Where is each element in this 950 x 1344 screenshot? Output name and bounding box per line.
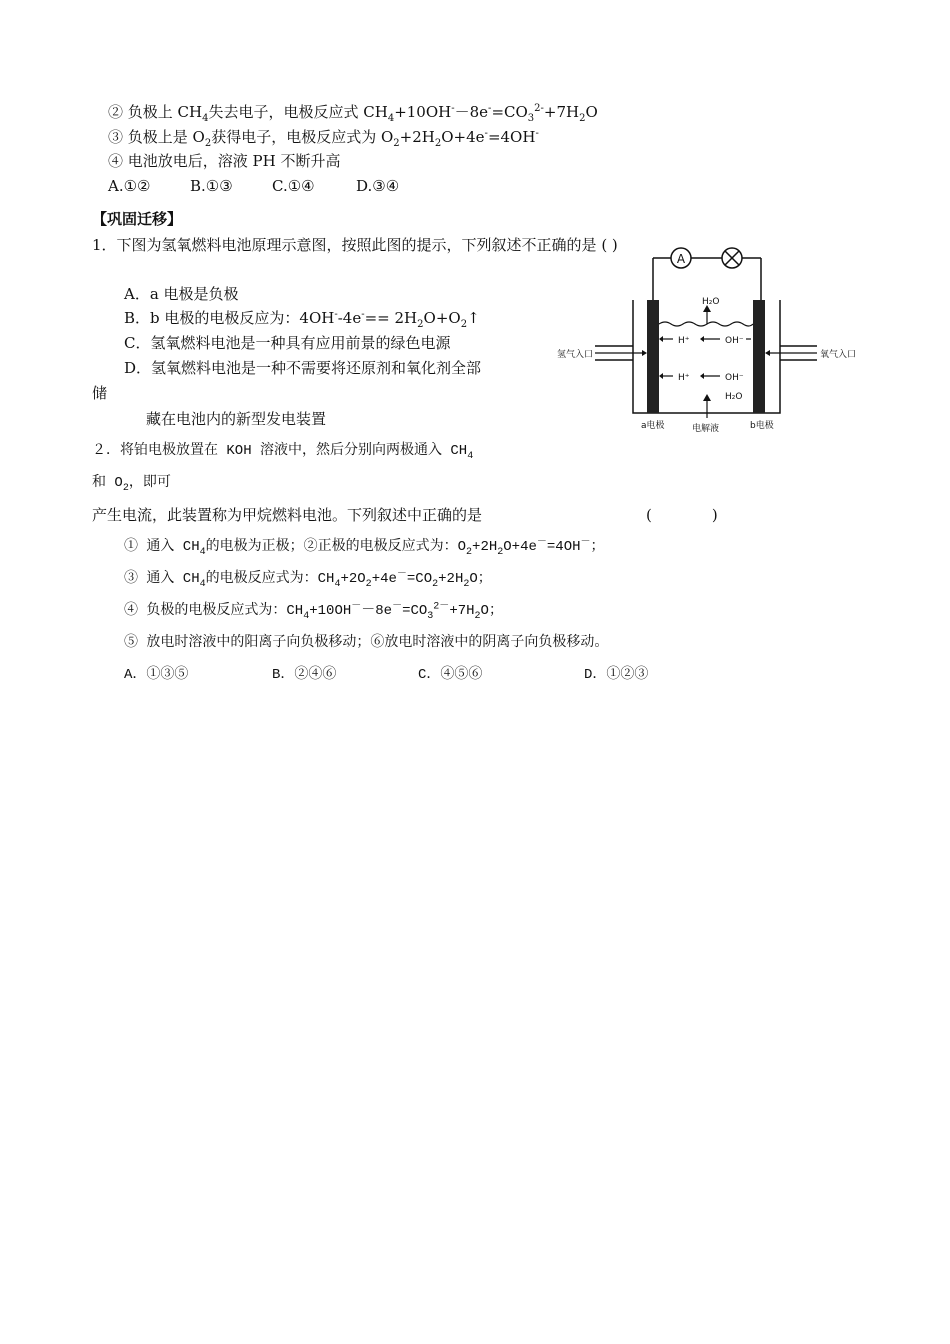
q1-option-b: B．b 电极的电极反应为：$4OH^--4e^-== 2H_2O+O_2↑$ <box>124 309 480 330</box>
ammeter-icon <box>671 248 691 268</box>
q2-stem-line2: 和 $O_2$，即可 <box>92 475 171 494</box>
option-d: D.③④ <box>356 177 400 195</box>
q2-option-b: B．②④⑥ <box>272 667 337 683</box>
electrode-b <box>753 300 765 413</box>
electrode-b-label: b电极 <box>750 421 774 431</box>
q2-option-d: D．①②③ <box>584 667 649 683</box>
q1-option-c: C．氢氧燃料电池是一种具有应用前景的绿色电源 <box>124 334 451 352</box>
vapor-label: H₂O <box>702 297 720 307</box>
electrolyte-surface <box>659 322 753 326</box>
section-title: 【巩固迁移】 <box>92 210 183 228</box>
q2-option-c: C．④⑤⑥ <box>418 667 483 683</box>
q1-option-d-line2: 储 <box>92 384 108 402</box>
statement-4: ④ 电池放电后，溶液 PH 不断升高 <box>108 152 341 170</box>
oh-ion-bottom: OH⁻ <box>725 373 744 383</box>
q2-stem-line3: 产生电流，此装置称为甲烷燃料电池。下列叙述中正确的是 <box>92 506 483 524</box>
statement-2: ② 负极上 $CH_4$失去电子，电极反应式 $CH_4+10OH^--8e^-=CO_3^{2-}+7H_2O$ <box>108 103 598 124</box>
q1-option-d-line3: 藏在电池内的新型发电装置 <box>146 410 327 428</box>
oxygen-inlet-label: 氧气入口 <box>820 350 857 360</box>
fuel-cell-diagram <box>555 238 890 435</box>
lamp-icon <box>722 248 742 268</box>
q2-answer-options <box>124 665 648 685</box>
oh-ion-top: OH⁻ <box>725 336 744 346</box>
q1-stem: 1．下图为氢氧燃料电池原理示意图，按照此图的提示，下列叙述不正确的是 ( ) <box>92 236 618 254</box>
q2-statement-1-2: ① 通入 $CH_4$的电极为正极；②正极的电极反应式为：$O_2+2H_2O+4e^-=4OH^-$； <box>124 537 605 558</box>
electrode-a-label: a电极 <box>641 421 665 431</box>
q2-option-a: A．①③⑤ <box>124 667 189 683</box>
ammeter-label: A <box>676 252 686 266</box>
q1-option-d-line1: D．氢氧燃料电池是一种不需要将还原剂和氧化剂全部 <box>124 359 482 377</box>
water-label: H₂O <box>725 392 743 402</box>
option-b: B.①③ <box>190 177 233 195</box>
answer-options <box>108 176 399 196</box>
h-ion-top: H⁺ <box>678 336 690 346</box>
q2-stem-line1: ２．将铂电极放置在 KOH 溶液中，然后分别向两极通入 $CH_4$ <box>92 443 474 462</box>
q2-statement-3: ③ 通入 $CH_4$的电极反应式为：$CH_4+2O_2+4e^-=CO_2+2H_2O$； <box>124 569 492 590</box>
electrode-a <box>647 300 659 413</box>
electrolyte-label: 电解液 <box>692 424 720 434</box>
hydrogen-inlet-label: 氢气入口 <box>557 350 594 360</box>
option-c: C.①④ <box>272 177 315 195</box>
q2-statement-5-6: ⑤ 放电时溶液中的阳离子向负极移动；⑥放电时溶液中的阴离子向负极移动。 <box>124 635 609 651</box>
q2-statement-4: ④ 负极的电极反应式为：$CH_4+10OH^--8e^-=CO_3^{2-}+7H_2O$； <box>124 601 503 622</box>
q1-option-a: A．a 电极是负极 <box>124 285 239 303</box>
q2-answer-paren: ( ) <box>646 506 718 524</box>
option-a: A.①② <box>108 177 151 195</box>
h-ion-bottom: H⁺ <box>678 373 690 383</box>
statement-3: ③ 负极上是 $O_2$获得电子，电极反应式为 $O_2+2H_2O+4e^-=4OH^-$ <box>108 128 539 149</box>
